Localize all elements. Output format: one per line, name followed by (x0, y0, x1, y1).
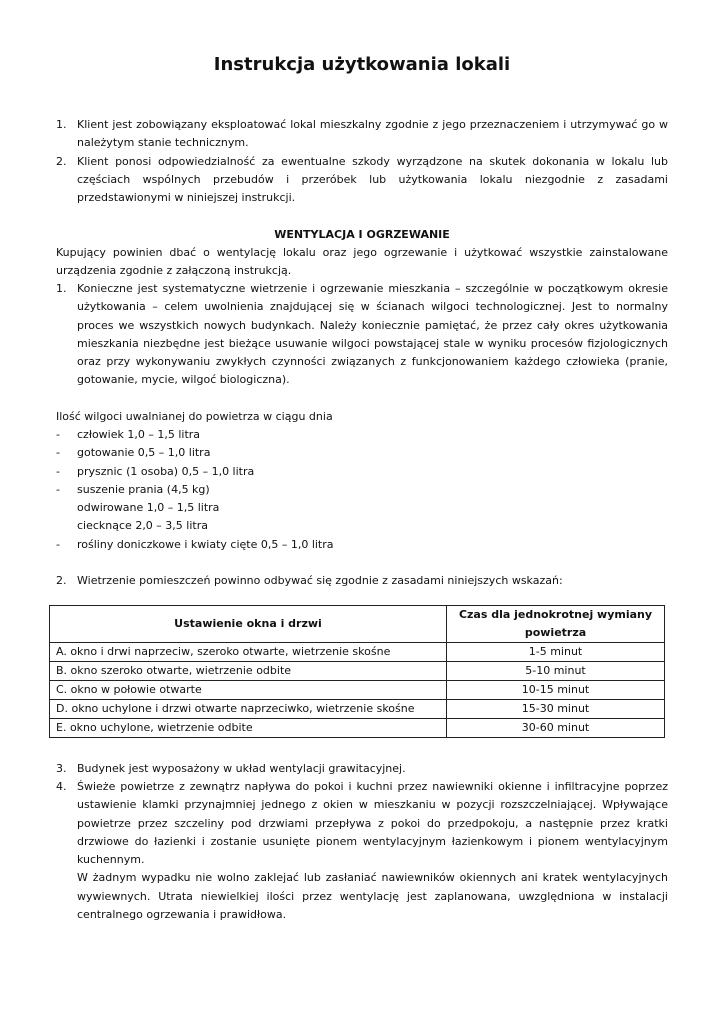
vent-list-item-3 (56, 760, 668, 778)
list-item: 1. Klient jest zobowiązany eksploatować lokal mieszkalny zgodnie z jego przeznaczeniem i utrzymywać go w należytym stanie technicznym. (56, 118, 668, 150)
table-cell: 5-10 minut (447, 662, 665, 681)
vent-list-item-1 (56, 280, 668, 390)
list-item: 1. Konieczne jest systematyczne wietrzenie i ogrzewanie mieszkania – szczególnie w początkowym okresie użytkowania – celem uwolnienia znajdującej się w ścianach wilgoci technologicznej. Jest to normalny proces we wszystkich nowych budynkach. Należy koniecznie pamiętać, że przez cały okres użytkowania mieszkania niezbędne jest bieżące usuwanie wilgoci powstającej stale w wyniku procesów fizjologicznych oraz przy wykonywaniu zwykłych czynności związanych z funkcjonowaniem każdego człowieka (pranie, gotowanie, mycie, wilgoć biologiczna). (56, 282, 668, 387)
intro-list (56, 116, 668, 207)
table-cell: 30-60 minut (447, 719, 665, 738)
table-row (50, 719, 665, 738)
table-header-row (50, 606, 665, 643)
list-item: - człowiek 1,0 – 1,5 litra (56, 428, 201, 441)
moisture-heading: Ilość wilgoci uwalnianej do powietrza w ciągu dnia (56, 410, 333, 423)
list-item: - rośliny doniczkowe i kwiaty cięte 0,5 – 1,0 litra (56, 537, 334, 551)
list-item: 3. Budynek jest wyposażony w układ wentylacji grawitacyjnej. (56, 762, 406, 775)
table-cell: B. okno szeroko otwarte, wietrzenie odbite (50, 662, 447, 681)
list-item: - prysznic (1 osoba) 0,5 – 1,0 litra (56, 464, 255, 478)
list-item: - suszenie prania (4,5 kg) (56, 482, 210, 496)
list-item: 2. Wietrzenie pomieszczeń powinno odbywać się zgodnie z zasadami niniejszych wskazań: (56, 574, 563, 587)
table-header-cell: Ustawienie okna i drzwi (50, 606, 447, 643)
section-intro: Kupujący powinien dbać o wentylację lokalu oraz jego ogrzewanie i użytkować wszystkie zainstalowane urządzenia zgodnie z załączoną instrukcją. (56, 246, 668, 278)
list-item-note: W żadnym wypadku nie wolno zaklejać lub zasłaniać nawiewników okiennych ani kratek wentylacyjnych wywiewnych. Utrata niewielkiej ilości przez wentylację jest zaplanowana, uwzględniona w instalacji centralnego ogrzewania i prawidłowa. (77, 871, 668, 922)
moisture-list (56, 426, 668, 554)
table-cell: E. okno uchylone, wietrzenie odbite (50, 719, 447, 738)
list-item: 2. Klient ponosi odpowiedzialność za ewentualne szkody wyrządzone na skutek dokonania w lokalu lub częściach wspólnych przebudów i przeróbek lub użytkowania lokalu niezgodnie z zasadami przedstawionymi w niniejszej instrukcji. (56, 154, 668, 205)
table-cell: A. okno i drwi naprzeciw, szeroko otwarte, wietrzenie skośne (50, 643, 447, 662)
table-row (50, 662, 665, 681)
table-row (50, 681, 665, 700)
table-cell: 15-30 minut (447, 700, 665, 719)
list-item: - gotowanie 0,5 – 1,0 litra (56, 446, 211, 460)
vent-list-item-2 (56, 572, 668, 590)
table-cell: 1-5 minut (447, 643, 665, 662)
table-cell: C. okno w połowie otwarte (50, 681, 447, 700)
table-row (50, 700, 665, 719)
vent-list-item-4 (56, 778, 668, 924)
list-item: odwirowane 1,0 – 1,5 litra (77, 501, 220, 515)
list-item: 4. Świeże powietrze z zewnątrz napływa do pokoi i kuchni przez nawiewniki okienne i infiltracyjne poprzez ustawienie klamki przynajmniej jednego z okien w mieszkaniu w pozycji rozszczelniającej. Wpływające powietrze przez szczeliny pod drzwiami przepływa z pokoi do przedpokoju, a następnie przez kratki drzwiowe do łazienki i zostanie usunięte pionem wentylacyjnym łazienkowym i pionem wentylacyjnym kuchennym. (56, 780, 668, 867)
page-title: Instrukcja użytkowania lokali (213, 54, 511, 75)
section-heading: WENTYLACJA I OGRZEWANIE (274, 228, 450, 241)
table-header-cell: Czas dla jednokrotnej wymiany powietrza (447, 606, 665, 643)
ventilation-table (49, 605, 665, 738)
table-cell: D. okno uchylone i drzwi otwarte naprzeciwko, wietrzenie skośne (50, 700, 447, 719)
list-item: ciecknące 2,0 – 3,5 litra (77, 519, 208, 533)
table-row (50, 643, 665, 662)
table-cell: 10-15 minut (447, 681, 665, 700)
